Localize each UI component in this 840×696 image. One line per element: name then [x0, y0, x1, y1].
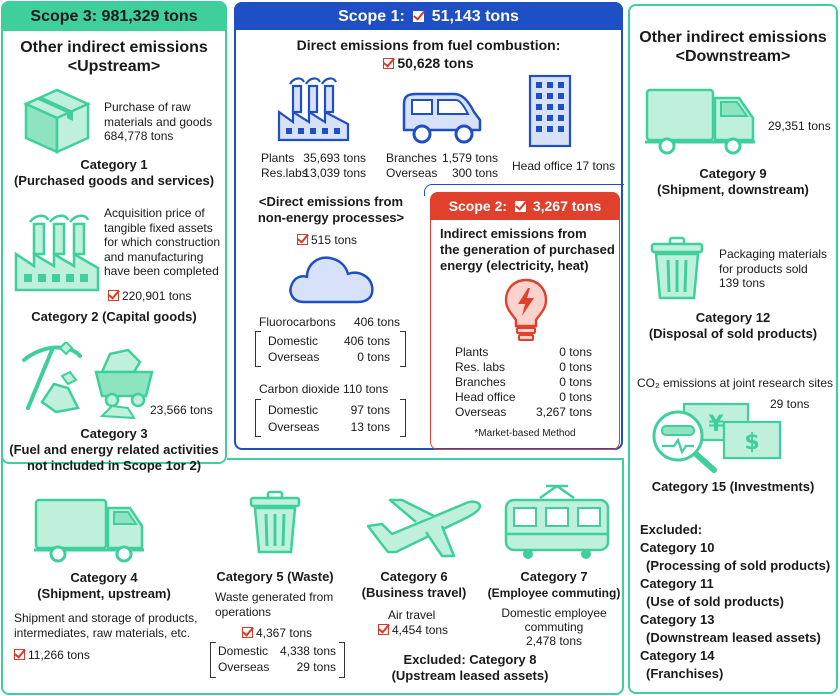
excluded-downstream: [640, 521, 836, 683]
scope1-fuel-value-row: [236, 55, 621, 72]
cat9-title-1: Category 9: [699, 166, 767, 181]
scope1-branches-value: 1,579 tons: [441, 151, 498, 165]
cat3-value: 23,566 tons: [150, 403, 213, 417]
scope3-bottom-top-border: [227, 458, 624, 460]
scope1-overseas-value: 300 tons: [451, 166, 498, 180]
excluded-item: Category 14: [640, 648, 715, 663]
fluoro-overseas-label: Overseas: [268, 350, 320, 364]
co2-bracket-left: [255, 399, 261, 437]
cat4-desc-1: Shipment and storage of products,: [14, 611, 198, 625]
trash-icon: [649, 236, 705, 302]
scope2-title-1: Indirect emissions from: [440, 226, 587, 241]
excluded-item: (Downstream leased assets): [646, 630, 821, 645]
co2-domestic-value: 97 tons: [350, 403, 390, 417]
cat4-value-row: [14, 648, 90, 662]
cat5-desc: [215, 590, 355, 620]
scope2-row-value: 0 tons: [559, 375, 592, 389]
checkbox-icon: [14, 649, 25, 660]
cat2-title: Category 2 (Capital goods): [31, 309, 197, 324]
cat7-desc-1: Domestic employee: [501, 606, 607, 620]
scope1-nonenergy-value-row: [297, 233, 357, 247]
scope3-bottom-right-border: [622, 458, 624, 478]
cat15-value: 29 tons: [770, 397, 810, 411]
cat1-title-2: (Purchased goods and services): [13, 173, 215, 188]
cat5-overseas-label: Overseas: [218, 660, 270, 674]
cat5-bracket-right: [339, 642, 345, 678]
excluded-cat8-1: Excluded: Category 8: [403, 652, 537, 667]
cat6-title-2: (Business travel): [361, 585, 467, 600]
cat4-title-1: Category 4: [70, 570, 138, 585]
cat6-title-1: Category 6: [380, 569, 448, 584]
scope2-note: *Market-based Method: [474, 428, 576, 439]
cat2-desc-4: and manufacturing: [104, 249, 204, 264]
cat2-desc-5: have been completed: [104, 264, 219, 278]
cat2-desc-1: Acquisition price of: [104, 206, 205, 220]
scope1-reslabs-value: 13,039 tons: [303, 166, 366, 180]
cat1-desc-2: materials and goods: [104, 114, 213, 129]
scope2-row-label: Plants: [455, 345, 489, 359]
scope1-head-office: Head office 17 tons: [512, 159, 616, 173]
cat15-title: Category 15 (Investments): [651, 479, 815, 494]
checkbox-icon: [108, 290, 119, 301]
cat15-desc: CO₂ emissions at joint research sites: [637, 376, 834, 390]
cat5-domestic-value: 4,338 tons: [279, 644, 336, 658]
scope1-overseas-label: Overseas: [386, 166, 438, 180]
cat1-desc: [104, 100, 224, 144]
factory-icon: [276, 74, 352, 144]
cat9-title-2: (Shipment, downstream): [657, 182, 809, 197]
cat2-value: 220,901 tons: [122, 289, 192, 303]
cat7-title-1: Category 7: [520, 569, 588, 584]
upstream-title-line1: Other indirect emissions: [20, 39, 208, 56]
cat4-value: 11,266 tons: [28, 648, 90, 662]
cat12-title-2: (Disposal of sold products): [648, 326, 818, 341]
co2-domestic-label: Domestic: [268, 403, 319, 417]
cat12-title: [630, 310, 836, 342]
downstream-title-line2: <Downstream>: [675, 48, 791, 65]
cat5-desc-1: Waste generated from: [215, 590, 334, 604]
scope1-plants-value: 35,693 tons: [303, 151, 366, 165]
cat3-title-3: not included in Scope 1or 2): [26, 458, 202, 473]
scope2-header-value: 3,267 tons: [532, 198, 602, 214]
light-bulb-icon: [504, 278, 548, 344]
cat3-title-1: Category 3: [80, 426, 148, 441]
downstream-title: [630, 28, 836, 66]
cat12-desc: [719, 247, 835, 291]
scope2-row-label: Head office: [455, 390, 516, 404]
excluded-item: (Processing of sold products): [646, 558, 831, 573]
cat5-overseas-value: 29 tons: [296, 660, 336, 674]
scope2-row-label: Branches: [455, 375, 506, 389]
fluoro-domestic-value: 406 tons: [343, 334, 390, 348]
scope2-title-2: the generation of purchased: [440, 242, 615, 257]
upstream-title-line2: <Upstream>: [67, 58, 161, 75]
cat1-desc-1: Purchase of raw: [104, 100, 191, 114]
cat7-desc: [484, 606, 624, 648]
excluded-cat8-2: (Upstream leased assets): [391, 668, 549, 683]
excluded-item: (Franchises): [646, 666, 724, 681]
cat1-title: [1, 157, 227, 189]
checkbox-icon: [413, 11, 424, 22]
money-icon: [648, 396, 782, 476]
cat7-title: [484, 569, 624, 601]
scope2-row-value: 3,267 tons: [535, 405, 592, 419]
trash-icon: [248, 490, 302, 556]
cat4-desc: [14, 611, 214, 641]
scope3-header: Scope 3: 981,329 tons: [1, 1, 227, 31]
cat5-domestic-label: Domestic: [218, 644, 269, 658]
scope2-row-value: 0 tons: [559, 345, 592, 359]
cat12-desc-2: for products sold: [719, 261, 808, 276]
scope1-header-value: 51,143 tons: [431, 8, 519, 25]
scope2-header: [430, 192, 620, 220]
mining-icon: [16, 342, 158, 422]
plane-icon: [366, 496, 484, 558]
cloud-icon: [286, 248, 378, 306]
cat5-value: 4,367 tons: [256, 626, 313, 640]
checkbox-icon: [383, 58, 394, 69]
excluded-cat8: [370, 652, 570, 684]
scope1-header: [234, 2, 623, 30]
checkbox-icon: [297, 234, 308, 245]
scope1-nonenergy-title-1: <Direct emissions from: [258, 194, 404, 209]
scope1-fuel-value: 50,628 tons: [397, 55, 474, 71]
factory-icon: [12, 212, 102, 292]
excluded-item: Category 10: [640, 540, 715, 555]
building-icon: [528, 74, 572, 148]
co2-overseas-label: Overseas: [268, 420, 320, 434]
cat4-title-2: (Shipment, upstream): [37, 586, 171, 601]
fluoro-bracket-left: [255, 331, 261, 367]
truck-icon: [34, 496, 146, 564]
scope1-reslabs-label: Res.labs: [261, 166, 308, 180]
cat6-desc: Air travel: [388, 608, 436, 622]
cat5-desc-2: operations: [215, 605, 272, 619]
checkbox-icon: [378, 624, 389, 635]
scope1-nonenergy-title-2: non-energy processes>: [257, 210, 405, 225]
cat4-desc-2: intermediates, raw materials, etc.: [14, 626, 191, 640]
excluded-item: (Use of sold products): [646, 594, 784, 609]
fluoro-domestic-label: Domestic: [268, 334, 319, 348]
truck-icon: [645, 86, 757, 156]
cat12-desc-1: Packaging materials: [719, 247, 828, 261]
scope2-row-value: 0 tons: [559, 360, 592, 374]
cat6-value: 4,454 tons: [392, 623, 449, 637]
cat7-value: 2,478 tons: [525, 634, 583, 648]
scope2-row-label: Overseas: [455, 405, 507, 419]
fluoro-bracket-right: [400, 331, 406, 367]
scope1-nonenergy-value: 515 tons: [311, 233, 358, 247]
checkbox-icon: [515, 201, 526, 212]
excluded-item: Category 13: [640, 612, 715, 627]
checkbox-icon: [242, 627, 253, 638]
cat7-title-2: (Employee commuting): [487, 586, 621, 600]
cat2-desc-2: tangible fixed assets: [104, 220, 213, 235]
svg-text:$: $: [744, 430, 760, 455]
co2-bracket-right: [400, 399, 406, 437]
co2-overseas-value: 13 tons: [350, 420, 390, 434]
cat6-title: [356, 569, 472, 601]
cat2-value-row: [108, 289, 226, 303]
cat5-bracket-left: [210, 642, 216, 678]
cat12-title-1: Category 12: [695, 310, 771, 325]
scope1-branches-label: Branches: [386, 151, 437, 165]
cat2-desc-3: for which construction: [104, 235, 221, 249]
cat6-value-row: [378, 623, 448, 637]
fluoro-label: Fluorocarbons: [259, 315, 336, 329]
scope2-header-prefix: Scope 2:: [448, 198, 508, 214]
upstream-title: [1, 38, 227, 76]
cat9-title: [630, 166, 836, 198]
train-icon: [502, 484, 612, 564]
scope1-plants-label: Plants: [261, 151, 295, 165]
scope1-header-prefix: Scope 1:: [338, 8, 405, 25]
box-icon: [22, 86, 92, 154]
excluded-item: Category 11: [640, 576, 714, 591]
cat7-desc-2: commuting: [524, 620, 584, 634]
cat1-title-1: Category 1: [80, 157, 148, 172]
co2-label: Carbon dioxide 110 tons: [259, 382, 389, 396]
cat2-desc: [104, 206, 224, 279]
cat3-title-2: (Fuel and energy related activities: [9, 442, 219, 457]
scope2-row-label: Res. labs: [455, 360, 506, 374]
cat5-title: Category 5 (Waste): [216, 569, 334, 584]
scope2-title-3: energy (electricity, heat): [440, 258, 589, 273]
svg-text:¥: ¥: [708, 412, 724, 437]
car-icon: [398, 90, 484, 146]
fluoro-value: 406 tons: [353, 315, 400, 329]
scope2-row-value: 0 tons: [559, 390, 592, 404]
cat4-title: [14, 570, 194, 602]
cat3-title: [1, 426, 227, 474]
cat9-value: 29,351 tons: [768, 119, 831, 133]
cat12-desc-3: 139 tons: [719, 276, 766, 290]
cat5-value-row: [242, 626, 312, 640]
scope2-title: [440, 226, 616, 274]
scope1-fuel-title: Direct emissions from fuel combustion:: [296, 37, 561, 53]
fluoro-overseas-value: 0 tons: [357, 350, 390, 364]
scope1-nonenergy-title: [236, 194, 426, 226]
cat1-value: 684,778 tons: [104, 129, 174, 143]
downstream-title-line1: Other indirect emissions: [639, 29, 827, 46]
excluded-downstream-label: Excluded:: [640, 522, 703, 537]
